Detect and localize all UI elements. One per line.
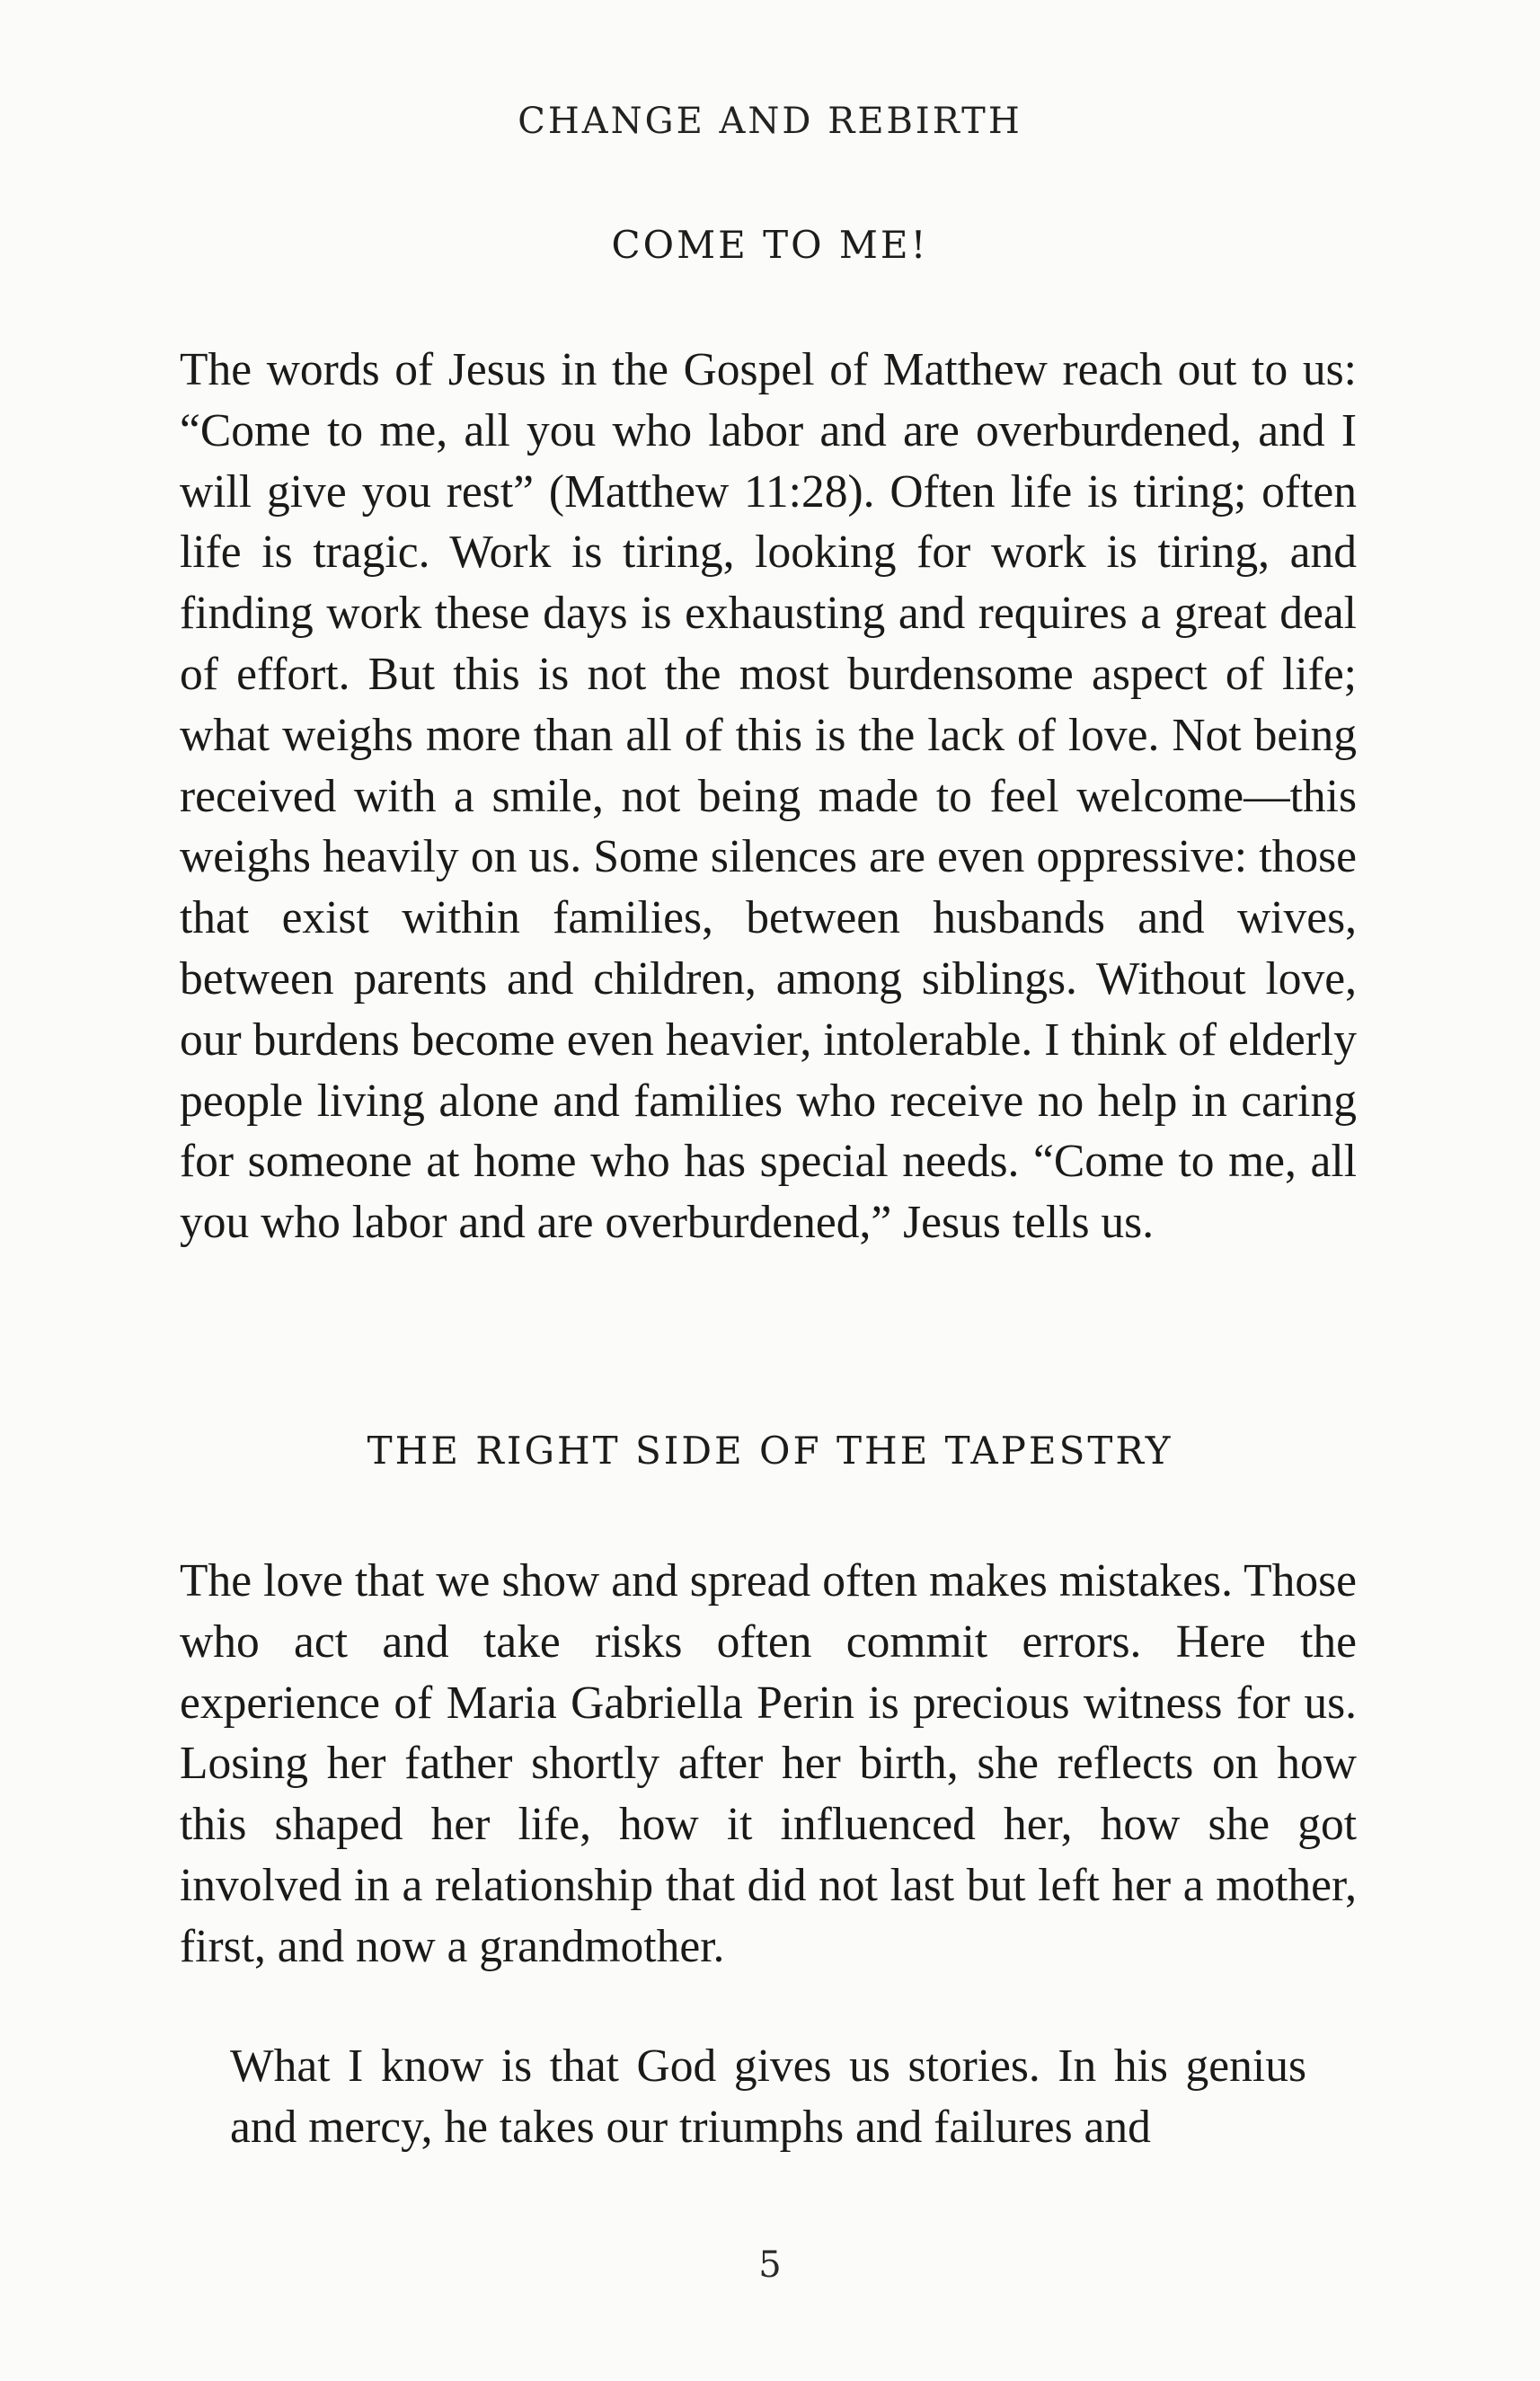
block-quote: What I know is that God gives us stories. In his genius and mercy, he takes our triumphs and failures and [230,2040,1306,2153]
section-heading-right-side-of-tapestry: THE RIGHT SIDE OF THE TAPESTRY [367,1429,1173,1473]
body-paragraph: The words of Jesus in the Gospel of Matthew reach out to us: “Come to me, all you who labor and are overburdened, and I will give you rest” (Matthew 11:28). Often life is tiring; often life is tragic. Work is tiring, looking for work is tiring, and finding work these days is exhausting and requires a great deal of effort. But this is not the most burdensome aspect of life; what weighs more than all of this is the lack of love. Not being received with a smile, not being made to feel welcome—this weighs heavily on us. Some silences are even oppressive: those that exist within families, between husbands and wives, between parents and children, among siblings. Without love, our burdens become even heavier, intolerable. I think of elderly people living alone and families who receive no help in caring for someone at home who has special needs. “Come to me, all you who labor and are overburdened,” Jesus tells us. [180,344,1357,1249]
running-head: CHANGE AND REBIRTH [518,101,1022,142]
page-number: 5 [758,2244,782,2286]
body-paragraph: The love that we show and spread often makes mistakes. Those who act and take risks often commit errors. Here the experience of Maria Gabriella Perin is precious witness for us. Losing her father shortly after her birth, she reflects on how this shaped her life, how it influenced her, how she got involved in a relationship that did not last but left her a mother, first, and now a grandmother. [180,1555,1357,1972]
section-heading-come-to-me: COME TO ME! [611,223,929,267]
